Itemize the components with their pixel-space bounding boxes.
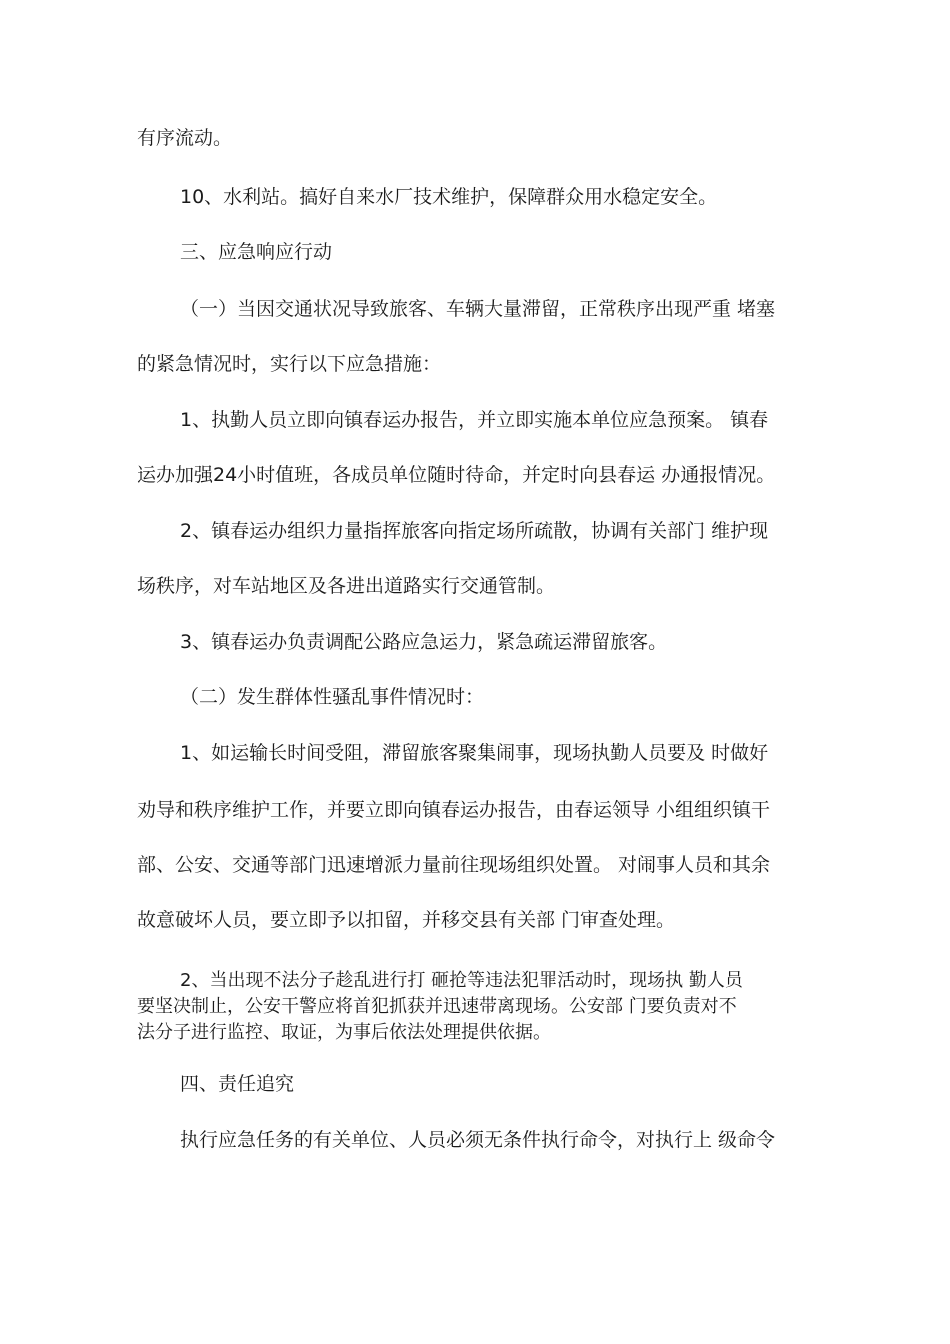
text-line-11: （二）发生群体性骚乱事件情况时： <box>180 686 485 708</box>
text-line-2: 10、水利站。搞好自来水厂技术维护，保障群众用水稳定安全。 <box>180 186 718 208</box>
text-line-7: 运办加强24小时值班，各成员单位随时待命，并定时向县春运 办通报情况。 <box>137 464 776 486</box>
text-line-12: 1、如运输长时间受阻，滞留旅客聚集闹事，现场执勤人员要及 时做好 <box>180 742 769 764</box>
text-line-17: 要坚决制止，公安干警应将首犯抓获并迅速带离现场。公安部 门要负责对不 <box>137 996 737 1017</box>
text-line-16: 2、当出现不法分子趁乱进行打 砸抢等违法犯罪活动时，现场执 勤人员 <box>180 970 743 991</box>
text-line-10: 3、镇春运办负责调配公路应急运力，紧急疏运滞留旅客。 <box>180 631 668 653</box>
text-line-5: 的紧急情况时，实行以下应急措施： <box>137 353 442 375</box>
text-line-1: 有序流动。 <box>137 127 233 149</box>
text-line-20: 执行应急任务的有关单位、人员必须无条件执行命令，对执行上 级命令 <box>180 1129 776 1151</box>
text-line-4: （一）当因交通状况导致旅客、车辆大量滞留，正常秩序出现严重 堵塞 <box>180 298 776 320</box>
section-heading-3: 三、应急响应行动 <box>180 241 333 263</box>
text-line-18: 法分子进行监控、取证，为事后依法处理提供依据。 <box>137 1022 551 1043</box>
text-line-9: 场秩序，对车站地区及各进出道路实行交通管制。 <box>137 575 556 597</box>
text-line-14: 部、公安、交通等部门迅速增派力量前往现场组织处置。 对闹事人员和其余 <box>137 854 771 876</box>
text-line-6: 1、执勤人员立即向镇春运办报告，并立即实施本单位应急预案。 镇春 <box>180 409 769 431</box>
text-line-13: 劝导和秩序维护工作，并要立即向镇春运办报告，由春运领导 小组组织镇干 <box>137 799 771 821</box>
text-line-8: 2、镇春运办组织力量指挥旅客向指定场所疏散，协调有关部门 维护现 <box>180 520 769 542</box>
section-heading-19: 四、责任追究 <box>180 1073 295 1095</box>
text-line-15: 故意破坏人员，要立即予以扣留，并移交县有关部 门审查处理。 <box>137 909 676 931</box>
